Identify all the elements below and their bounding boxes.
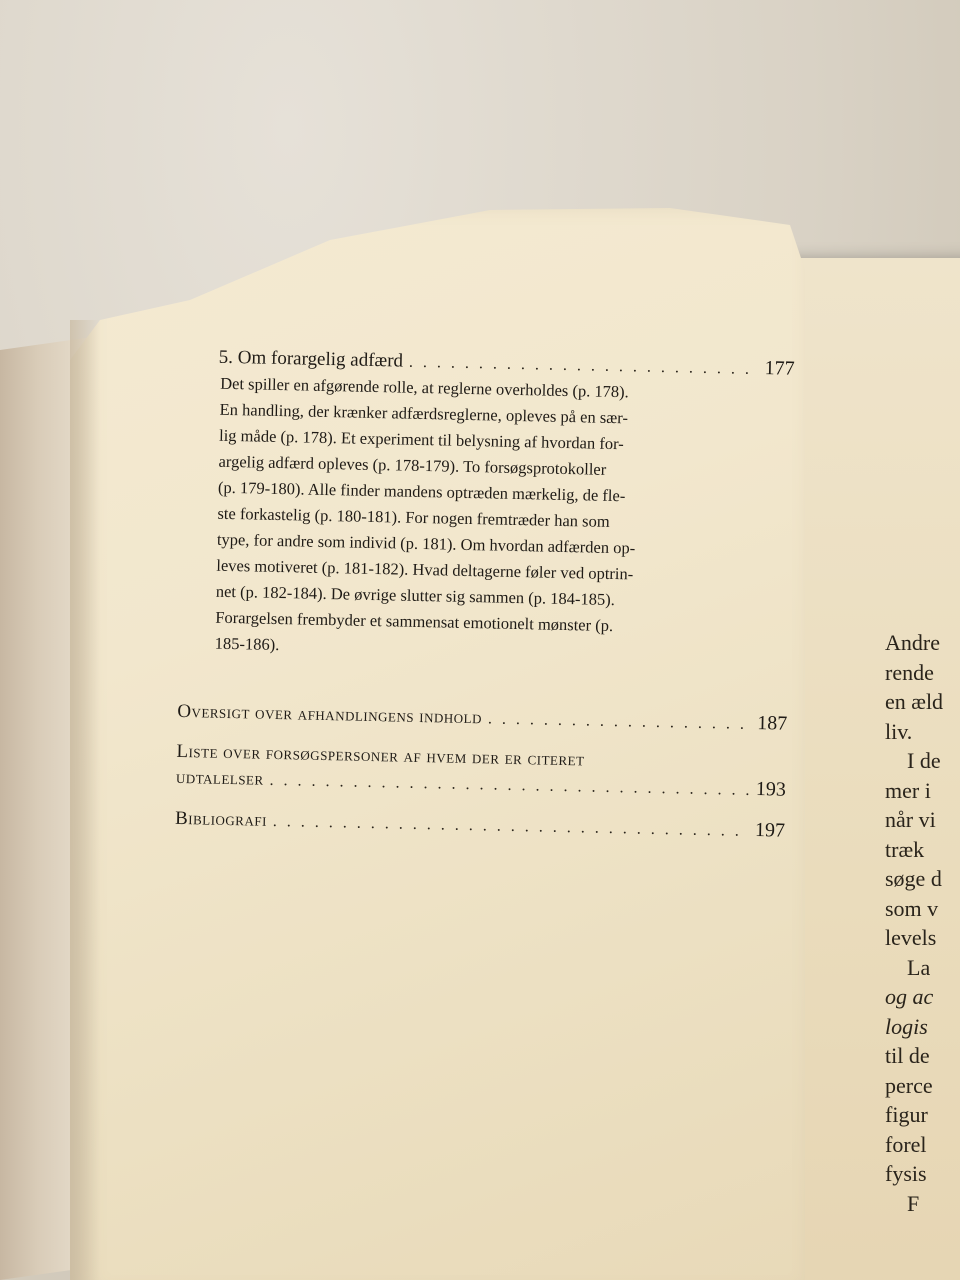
entry-title: Bibliografi <box>174 807 268 831</box>
right-line: La <box>907 954 931 980</box>
right-line: som v <box>885 895 939 921</box>
summary-line: ste forkastelig (p. 180-181). For nogen fremtræder han som <box>217 503 610 531</box>
summary-line: 185-186). <box>214 633 280 655</box>
summary-line: lig måde (p. 178). Et experiment til belysning af hvordan for- <box>218 425 624 454</box>
page-gutter <box>70 320 100 1280</box>
right-page-text <box>885 628 960 1218</box>
summary-line: En handling, der krænker adfærdsreglerne, opleves på en sær- <box>219 399 629 428</box>
right-line: en æld <box>885 689 944 714</box>
page-number: 193 <box>755 778 787 801</box>
right-line: fysis <box>885 1161 927 1186</box>
right-line: når vi <box>885 807 936 832</box>
right-line: til de <box>885 1043 930 1068</box>
summary-line: net (p. 182-184). De øvrige slutter sig sammen (p. 184-185). <box>215 581 616 610</box>
table-of-contents <box>175 345 795 843</box>
summary-line: argelig adfærd opleves (p. 178-179). To forsøgsprotokoller <box>218 451 607 479</box>
leader-dots <box>269 772 750 800</box>
right-line: og ac <box>885 984 934 1009</box>
entry-title: Oversigt over afhandlingens indhold <box>177 700 483 729</box>
right-line: rende <box>885 659 934 685</box>
summary-line: leves motiveret (p. 181-182). Hvad deltagerne føler ved optrin- <box>216 555 634 584</box>
summary-line: Det spiller en afgørende rolle, at reglerne overholdes (p. 178). <box>220 373 630 402</box>
summary-line: Forargelsen frembyder et sammensat emotionelt mønster (p. <box>215 607 614 636</box>
right-line: mer i <box>885 777 931 803</box>
page-number: 197 <box>754 819 786 842</box>
summary-line: (p. 179-180). Alle finder mandens optræden mærkelig, de fle- <box>217 477 626 506</box>
right-line: Andre <box>885 630 940 655</box>
right-line: logis <box>885 1013 928 1039</box>
toc-entry-liste <box>176 739 787 804</box>
leader-dots <box>488 710 752 734</box>
right-line: F <box>907 1190 920 1216</box>
summary-line: type, for andre som individ (p. 181). Om hvordan adfærden op- <box>216 529 636 558</box>
right-line: perce <box>885 1072 933 1098</box>
right-line: liv. <box>885 718 913 744</box>
right-line: levels <box>885 925 937 950</box>
chapter-title: 5. Om forargelig adfærd <box>218 346 404 372</box>
page-number: 177 <box>764 357 795 380</box>
page-number: 187 <box>756 712 788 735</box>
toc-entry-oversigt <box>177 700 787 736</box>
entry-title-line: Liste over forsøgspersoner af hvem der er citeret <box>176 740 585 771</box>
right-line: I de <box>907 748 941 773</box>
right-line: figur <box>885 1102 928 1127</box>
right-line: søge d <box>885 866 942 891</box>
right-line: træk <box>885 836 925 862</box>
right-line: forel <box>885 1131 927 1157</box>
chapter-summary <box>214 371 794 669</box>
entry-title-line: udtalelser <box>175 766 264 790</box>
